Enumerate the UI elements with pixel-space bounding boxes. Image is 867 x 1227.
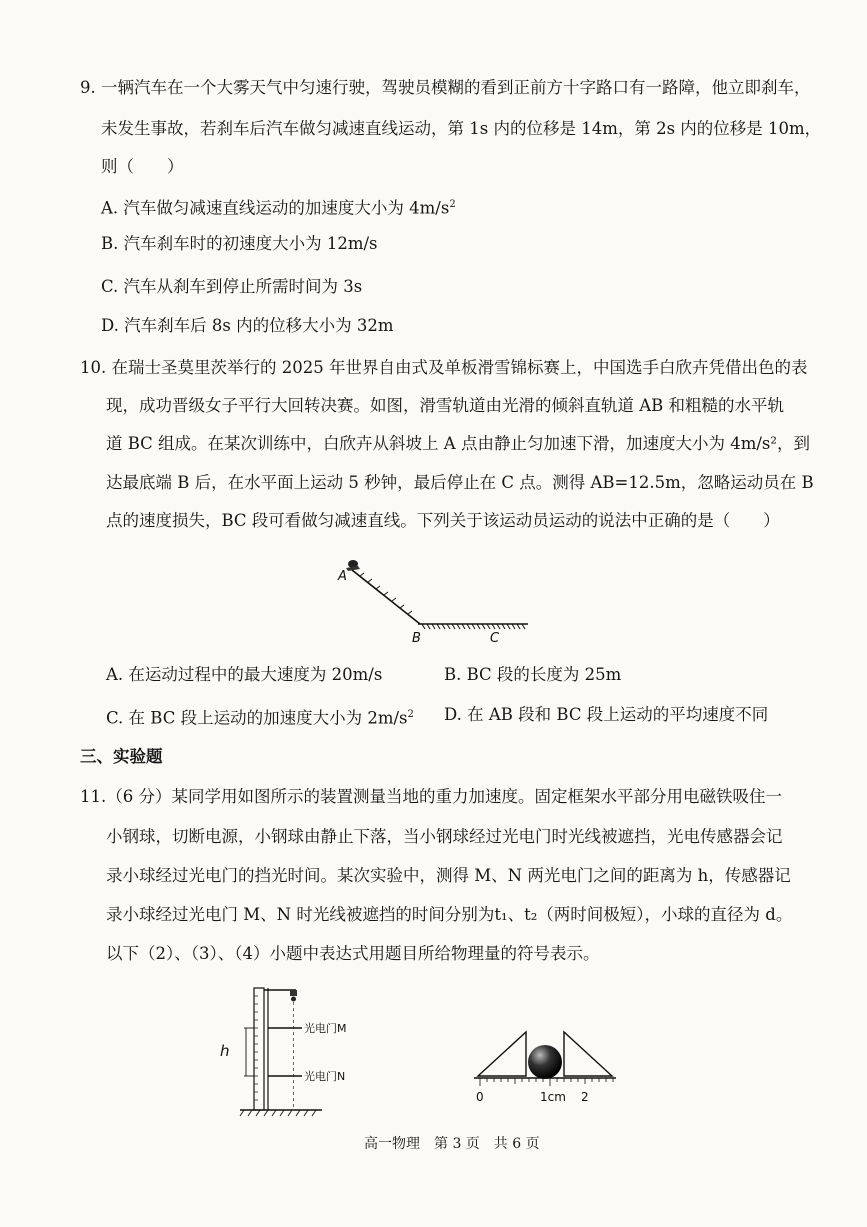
q10-text-line-3: 道 BC 组成。在某次训练中，白欣卉从斜坡上 A 点由静止匀加速下滑，加速度大小为 4m/s²，到 xyxy=(106,434,810,453)
label-h: h xyxy=(220,1042,230,1060)
q10-option-c: C. 在 BC 段上运动的加速度大小为 $2m/s^2$ xyxy=(106,708,414,728)
steel-ball xyxy=(528,1045,562,1079)
label-gate-m: 光电门M xyxy=(304,1022,347,1035)
q10-text-line-2: 现，成功晋级女子平行大回转决赛。如图，滑雪轨道由光滑的倾斜直轨道 AB 和粗糙的水平轨 xyxy=(106,396,785,415)
label-gate-n: 光电门N xyxy=(304,1070,346,1083)
q10-option-a: A. 在运动过程中的最大速度为 20m/s xyxy=(106,665,383,684)
q11-text-line-1: 11.（6 分）某同学用如图所示的装置测量当地的重力加速度。固定框架水平部分用电磁铁吸住一 xyxy=(80,787,782,806)
label-a: A xyxy=(338,569,347,584)
q9-option-b: B. 汽车刹车时的初速度大小为 12m/s xyxy=(101,234,378,253)
q10-text-line-1: 10. 在瑞士圣莫里茨举行的 2025 年世界自由式及单板滑雪锦标赛上，中国选手白欣卉凭借出色的表 xyxy=(80,358,808,377)
ruler-figure xyxy=(468,1030,618,1110)
ruler-label-2: 2 xyxy=(581,1090,589,1104)
q10-text-line-4: 达最底端 B 后，在水平面上运动 5 秒钟，最后停止在 C 点。测得 AB=12.5m，忽略运动员在 B xyxy=(106,473,814,492)
section-3-title: 三、实验题 xyxy=(80,747,163,766)
q11-text-line-4: 录小球经过光电门 M、N 时光线被遮挡的时间分别为t₁、t₂（两时间极短），小球的直径为 d。 xyxy=(106,905,793,924)
ruler-label-0: 0 xyxy=(476,1090,484,1104)
slope-ab xyxy=(352,570,420,624)
q11-text-line-5: 以下（2）、（3）、（4）小题中表达式用题目所给物理量的符号表示。 xyxy=(106,944,600,963)
q9-option-c: C. 汽车从刹车到停止所需时间为 3s xyxy=(101,277,363,296)
q11-text-line-3: 录小球经过光电门的挡光时间。某次实验中，测得 M、N 两光电门之间的距离为 h，传感器记 xyxy=(106,866,791,885)
q10-option-b: B. BC 段的长度为 25m xyxy=(444,665,622,684)
q9-text-line-1: 9. 一辆汽车在一个大雾天气中匀速行驶，驾驶员模糊的看到正前方十字路口有一路障，他立即刹车， xyxy=(80,78,811,97)
q10-option-d: D. 在 AB 段和 BC 段上运动的平均速度不同 xyxy=(444,705,769,724)
label-b: B xyxy=(412,631,421,646)
page-footer: 高一物理 第 3 页 共 6 页 xyxy=(364,1136,540,1152)
ruler-label-1cm: 1cm xyxy=(540,1090,566,1104)
skier-icon xyxy=(346,560,360,571)
q9-text-line-2: 未发生事故，若刹车后汽车做匀减速直线运动，第 1s 内的位移是 14m，第 2s 内的位移是 10m， xyxy=(101,119,822,138)
q11-text-line-2: 小钢球，切断电源，小钢球由静止下落，当小钢球经过光电门时光线被遮挡，光电传感器会记 xyxy=(106,827,783,846)
q9-option-d: D. 汽车刹车后 8s 内的位移大小为 32m xyxy=(101,316,394,335)
apparatus-figure xyxy=(210,982,347,1120)
ski-track-figure xyxy=(330,556,540,648)
q9-option-a: A. 汽车做匀减速直线运动的加速度大小为 $4m/s^2$ xyxy=(101,198,456,218)
q9-text-line-3: 则（ ） xyxy=(101,157,184,176)
label-c: C xyxy=(490,631,500,646)
q10-text-line-5: 点的速度损失，BC 段可看做匀减速直线。下列关于该运动员运动的说法中正确的是（ ） xyxy=(106,511,780,530)
